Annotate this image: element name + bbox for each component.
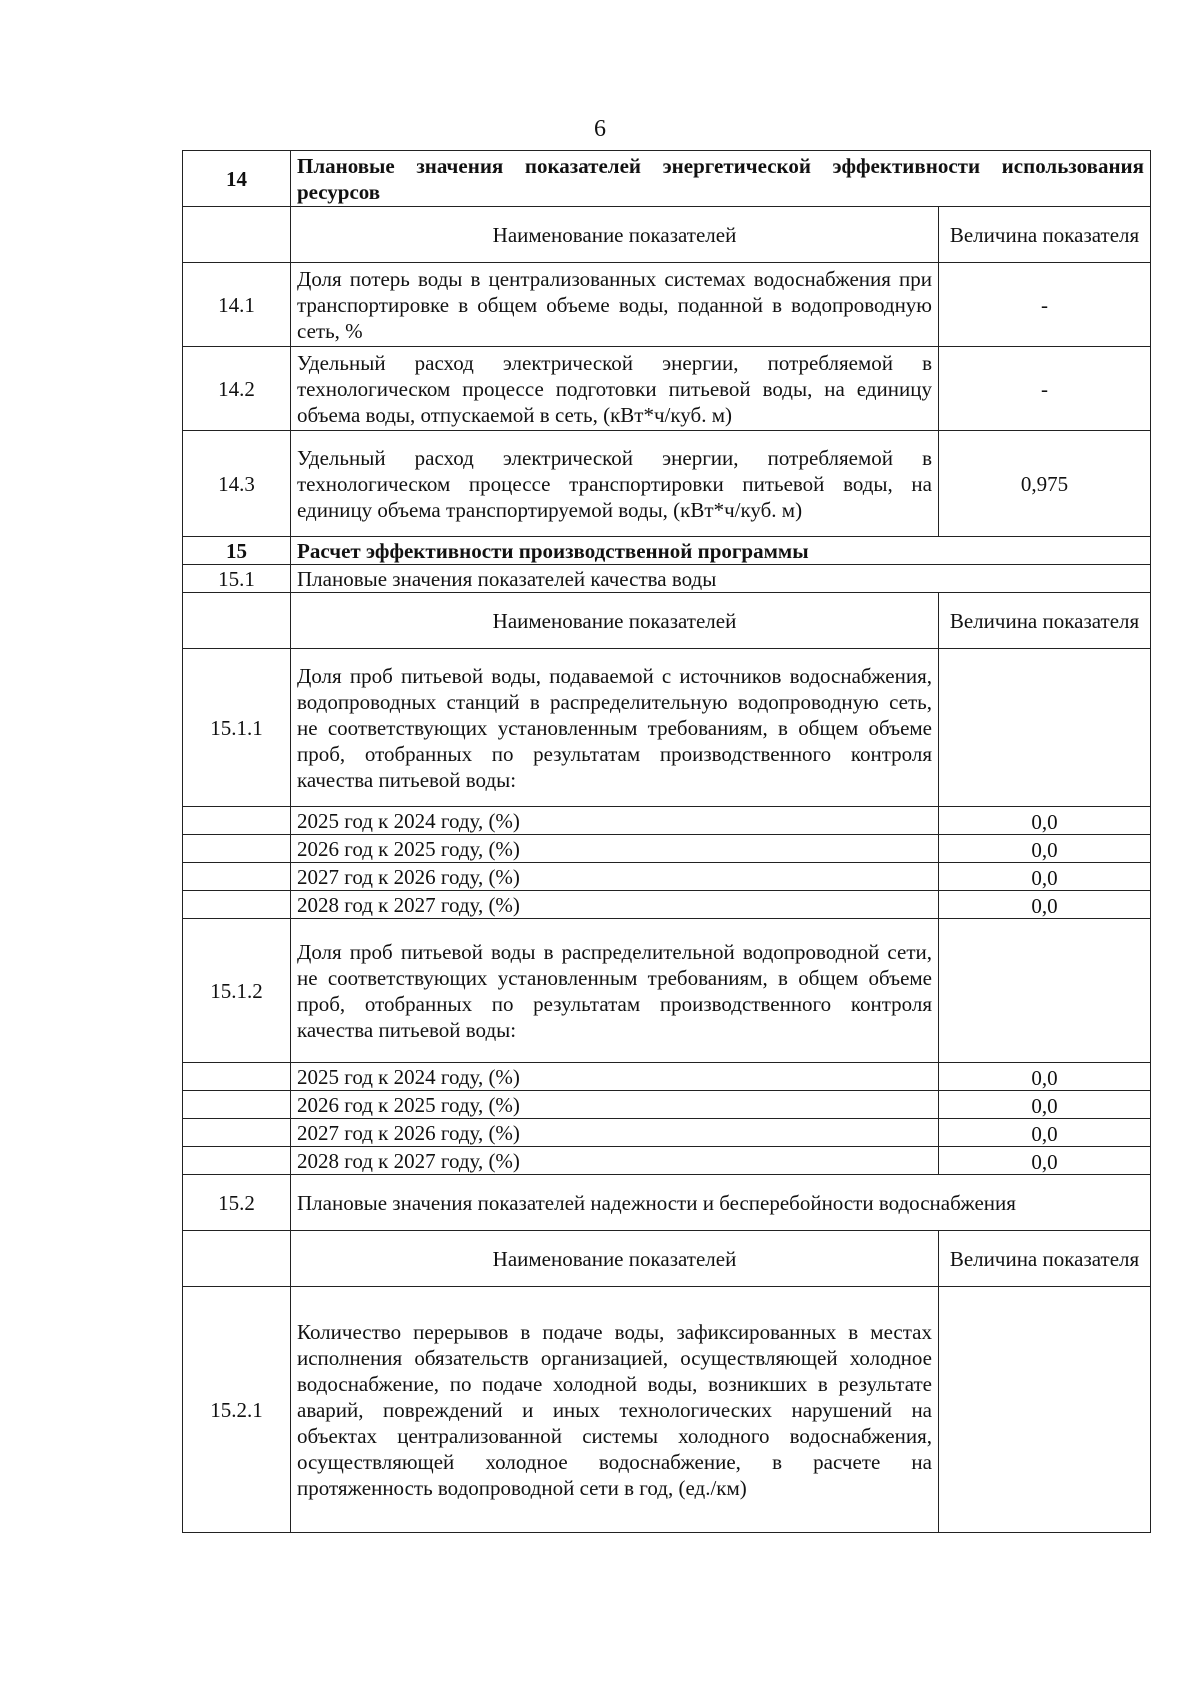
year-value: 0,0 — [939, 1091, 1151, 1119]
year-value: 0,0 — [939, 1119, 1151, 1147]
page-number: 6 — [594, 116, 606, 142]
empty-cell — [183, 1147, 291, 1175]
empty-cell — [183, 1063, 291, 1091]
section-14-columns-row — [183, 207, 1151, 263]
row-number: 14.3 — [183, 431, 291, 537]
empty-cell — [183, 1119, 291, 1147]
year-value: 0,0 — [939, 891, 1151, 919]
row-number: 14.2 — [183, 347, 291, 431]
year-label: 2026 год к 2025 году, (%) — [291, 1091, 939, 1119]
indicator-name: Доля потерь воды в централизованных системах водоснабжения при транспортировке в общем объеме воды, поданной в водопроводную сеть, % — [291, 263, 939, 347]
indicator-value: 0,975 — [939, 431, 1151, 537]
year-value: 0,0 — [939, 1147, 1151, 1175]
table-row — [183, 431, 1151, 537]
column-header-value: Величина показателя — [939, 1231, 1151, 1287]
empty-cell — [939, 919, 1151, 1063]
year-label: 2025 год к 2024 году, (%) — [291, 807, 939, 835]
year-label: 2027 год к 2026 году, (%) — [291, 1119, 939, 1147]
section-15-title: Расчет эффективности производственной программы — [291, 537, 1151, 565]
indicator-name: Количество перерывов в подаче воды, зафиксированных в местах исполнения обязательств организацией, осуществляющей холодное водоснабжение, по подаче холодной воды, возникших в результате аварий, повреждений и иных технологических нарушений на объектах централизованной системы холодного водоснабжения, осуществляющей холодное водоснабжение, в расчете на протяженность водопроводной сети в год, (ед./км) — [291, 1287, 939, 1533]
table-row — [183, 919, 1151, 1063]
year-row — [183, 1091, 1151, 1119]
empty-cell — [183, 1231, 291, 1287]
empty-cell — [183, 1091, 291, 1119]
indicator-name: Удельный расход электрической энергии, потребляемой в технологическом процессе подготовки питьевой воды, на единицу объема воды, отпускаемой в сеть, (кВт*ч/куб. м) — [291, 347, 939, 431]
section-14-number: 14 — [183, 151, 291, 207]
subsection-number: 15.1 — [183, 565, 291, 593]
subsection-number: 15.2 — [183, 1175, 291, 1231]
indicator-value: - — [939, 263, 1151, 347]
column-header-name: Наименование показателей — [291, 207, 939, 263]
row-number: 15.2.1 — [183, 1287, 291, 1533]
year-row — [183, 863, 1151, 891]
year-value: 0,0 — [939, 835, 1151, 863]
column-header-value: Величина показателя — [939, 593, 1151, 649]
subsection-15-2-row — [183, 1175, 1151, 1231]
indicator-name: Удельный расход электрической энергии, потребляемой в технологическом процессе транспортировки питьевой воды, на единицу объема транспортируемой воды, (кВт*ч/куб. м) — [291, 431, 939, 537]
row-number: 14.1 — [183, 263, 291, 347]
indicators-table — [182, 150, 1151, 1533]
table-row — [183, 649, 1151, 807]
subsection-title: Плановые значения показателей надежности и бесперебойности водоснабжения — [291, 1175, 1151, 1231]
section-14-header-row — [183, 151, 1151, 207]
empty-cell — [183, 207, 291, 263]
indicator-value: - — [939, 347, 1151, 431]
row-number: 15.1.1 — [183, 649, 291, 807]
subsection-15-1-row — [183, 565, 1151, 593]
section-15-number: 15 — [183, 537, 291, 565]
empty-cell — [183, 835, 291, 863]
year-row — [183, 1147, 1151, 1175]
year-value: 0,0 — [939, 863, 1151, 891]
section-14-title: Плановые значения показателей энергетической эффективности использования ресурсов — [291, 151, 1151, 207]
year-row — [183, 891, 1151, 919]
column-header-name: Наименование показателей — [291, 593, 939, 649]
year-label: 2025 год к 2024 году, (%) — [291, 1063, 939, 1091]
row-number: 15.1.2 — [183, 919, 291, 1063]
year-row — [183, 835, 1151, 863]
subsection-title: Плановые значения показателей качества воды — [291, 565, 1151, 593]
year-row — [183, 807, 1151, 835]
subsection-15-1-columns-row — [183, 593, 1151, 649]
year-label: 2028 год к 2027 году, (%) — [291, 1147, 939, 1175]
year-value: 0,0 — [939, 1063, 1151, 1091]
year-label: 2026 год к 2025 году, (%) — [291, 835, 939, 863]
section-15-header-row — [183, 537, 1151, 565]
table-row — [183, 1287, 1151, 1533]
table-row — [183, 347, 1151, 431]
empty-cell — [939, 649, 1151, 807]
indicator-name: Доля проб питьевой воды, подаваемой с источников водоснабжения, водопроводных станций в распределительную водопроводную сеть, не соответствующих установленным требованиям, в общем объеме проб, отобранных по результатам производственного контроля качества питьевой воды: — [291, 649, 939, 807]
subsection-15-2-columns-row — [183, 1231, 1151, 1287]
year-row — [183, 1063, 1151, 1091]
year-row — [183, 1119, 1151, 1147]
empty-cell — [183, 863, 291, 891]
year-value: 0,0 — [939, 807, 1151, 835]
column-header-name: Наименование показателей — [291, 1231, 939, 1287]
indicator-name: Доля проб питьевой воды в распределительной водопроводной сети, не соответствующих установленным требованиям, в общем объеме проб, отобранных по результатам производственного контроля качества питьевой воды: — [291, 919, 939, 1063]
column-header-value: Величина показателя — [939, 207, 1151, 263]
year-label: 2027 год к 2026 году, (%) — [291, 863, 939, 891]
year-label: 2028 год к 2027 году, (%) — [291, 891, 939, 919]
empty-cell — [183, 593, 291, 649]
indicator-value — [939, 1287, 1151, 1533]
table-row — [183, 263, 1151, 347]
empty-cell — [183, 807, 291, 835]
empty-cell — [183, 891, 291, 919]
